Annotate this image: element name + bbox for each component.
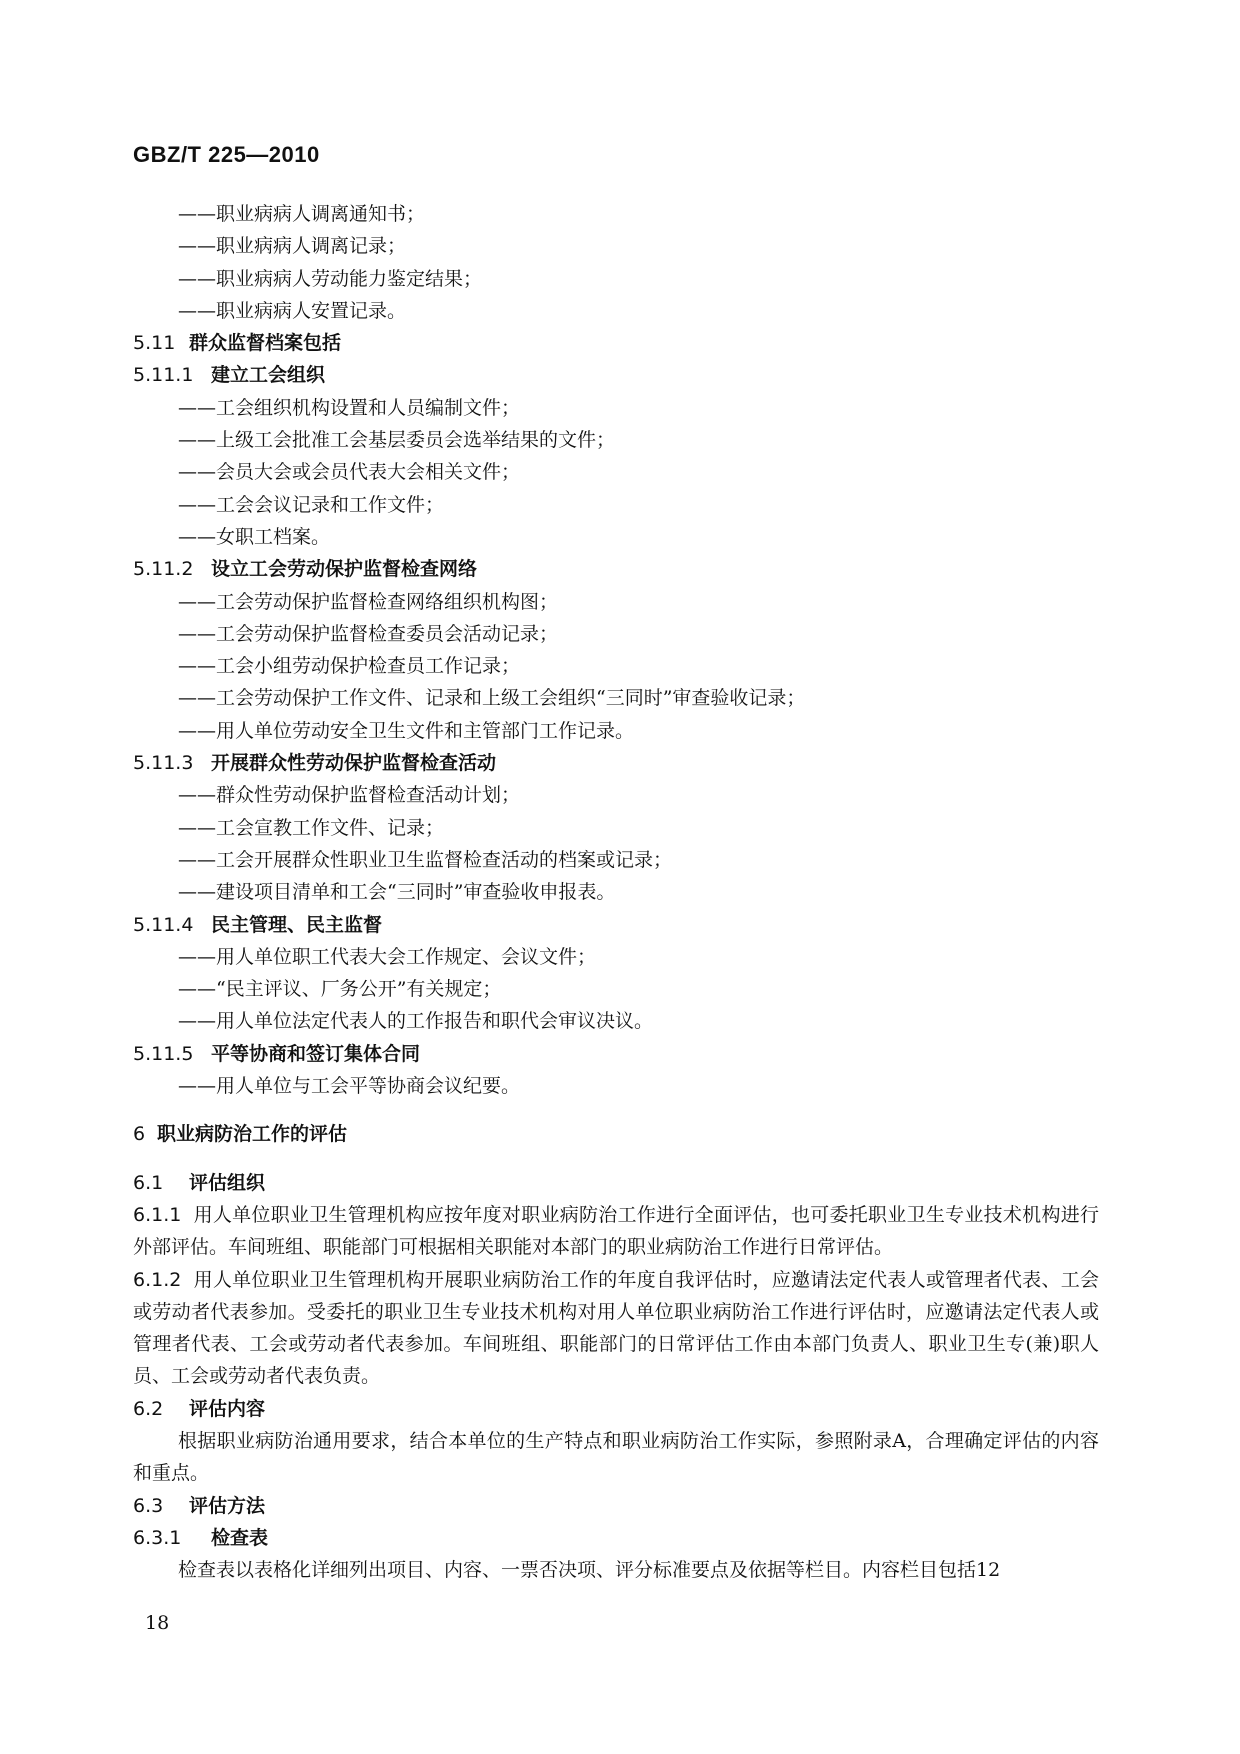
section-number: 6.3 xyxy=(133,1494,164,1517)
section-number: 5.11.3 xyxy=(133,752,194,775)
section-title: 群众监督档案包括 xyxy=(189,332,342,355)
clause-text: 用人单位职业卫生管理机构应按年度对职业病防治工作进行全面评估，也可委托职业卫生专业技术机构进行外部评估。车间班组、职能部门可根据相关职能对本部门的职业病防治工作进行日常评估。 xyxy=(133,1203,1099,1259)
section-heading-5-11-5 xyxy=(133,1038,1099,1070)
clause-6-1-1 xyxy=(133,1199,1099,1264)
list-item: ——工会会议记录和工作文件； xyxy=(178,493,445,516)
list-item: ——工会小组劳动保护检查员工作记录； xyxy=(178,655,521,678)
list-item: ——工会劳动保护工作文件、记录和上级工会组织“三同时”审查验收记录； xyxy=(178,687,806,710)
clause-6-1-2 xyxy=(133,1264,1099,1393)
clause-text: 用人单位职业卫生管理机构开展职业病防治工作的年度自我评估时，应邀请法定代表人或管理者代表、工会或劳动者代表参加。受委托的职业卫生专业技术机构对用人单位职业病防治工作进行评估时，应邀请法定代表人或管理者代表、工会或劳动者代表参加。车间班组、职能部门的日常评估工作由本部门负责人、职业卫生专(兼)职人员、工会或劳动者代表负责。 xyxy=(133,1268,1099,1388)
section-heading-6-3-1 xyxy=(133,1522,1099,1554)
section-number: 5.11.5 xyxy=(133,1042,194,1065)
section-number: 6.1 xyxy=(133,1171,164,1194)
section-title: 评估内容 xyxy=(189,1397,266,1420)
list-item: ——用人单位职工代表大会工作规定、会议文件； xyxy=(178,945,597,968)
chapter-heading-6 xyxy=(133,1118,1099,1150)
list-item: ——群众性劳动保护监督检查活动计划； xyxy=(178,784,521,807)
section-number: 5.11 xyxy=(133,332,176,355)
page-body xyxy=(133,198,1099,1586)
list-item: ——女职工档案。 xyxy=(178,525,331,548)
list-item: ——“民主评议、厂务公开”有关规定； xyxy=(178,978,502,1001)
list-item: ——工会组织机构设置和人员编制文件； xyxy=(178,396,521,419)
section-number: 6.3.1 xyxy=(133,1526,182,1549)
section-heading-6-1 xyxy=(133,1167,1099,1199)
standard-code: GBZ/T 225—2010 xyxy=(133,142,320,167)
section-number: 6 xyxy=(133,1123,146,1146)
list-item: ——职业病病人调离通知书； xyxy=(178,203,426,225)
section-title: 评估方法 xyxy=(189,1494,266,1517)
section-number: 5.11.4 xyxy=(133,913,194,936)
section-heading-6-3 xyxy=(133,1490,1099,1522)
clause-number: 6.1.1 xyxy=(133,1203,182,1226)
spacer xyxy=(133,1102,1099,1118)
list-item: ——职业病病人调离记录； xyxy=(178,235,407,258)
section-title: 民主管理、民主监督 xyxy=(211,913,383,936)
section-number: 5.11.1 xyxy=(133,364,194,387)
section-heading-6-2 xyxy=(133,1393,1099,1425)
section-title: 设立工会劳动保护监督检查网络 xyxy=(211,558,478,581)
list-item: ——用人单位法定代表人的工作报告和职代会审议决议。 xyxy=(178,1010,654,1033)
section-title: 开展群众性劳动保护监督检查活动 xyxy=(211,752,497,775)
list-item: ——工会宣教工作文件、记录； xyxy=(178,816,445,839)
list-item: ——职业病病人劳动能力鉴定结果； xyxy=(178,267,483,290)
page-number: 18 xyxy=(145,1612,170,1634)
section-heading-5-11-2 xyxy=(133,553,1099,585)
list-item: ——工会开展群众性职业卫生监督检查活动的档案或记录； xyxy=(178,848,673,871)
clause-6-3-1-text: 检查表以表格化详细列出项目、内容、一票否决项、评分标准要点及依据等栏目。内容栏目包括12 xyxy=(178,1559,1001,1582)
section-heading-5-11-4 xyxy=(133,909,1099,941)
section-title: 评估组织 xyxy=(189,1171,266,1194)
section-title: 平等协商和签订集体合同 xyxy=(211,1042,421,1065)
list-item: ——用人单位劳动安全卫生文件和主管部门工作记录。 xyxy=(178,719,635,742)
list-item: ——职业病病人安置记录。 xyxy=(178,299,407,322)
section-heading-5-11-1 xyxy=(133,359,1099,391)
spacer xyxy=(133,1151,1099,1167)
list-item: ——上级工会批准工会基层委员会选举结果的文件； xyxy=(178,429,616,452)
list-item: ——会员大会或会员代表大会相关文件； xyxy=(178,461,521,484)
list-item: ——工会劳动保护监督检查网络组织机构图； xyxy=(178,590,559,613)
clause-number: 6.1.2 xyxy=(133,1268,182,1291)
section-title: 建立工会组织 xyxy=(211,364,326,387)
section-title: 检查表 xyxy=(211,1526,269,1549)
section-number: 6.2 xyxy=(133,1397,164,1420)
list-item: ——用人单位与工会平等协商会议纪要。 xyxy=(178,1075,521,1098)
section-heading-5-11-3 xyxy=(133,747,1099,779)
section-heading-5-11 xyxy=(133,327,1099,359)
list-item: ——工会劳动保护监督检查委员会活动记录； xyxy=(178,622,559,645)
clause-6-2-text: 根据职业病防治通用要求，结合本单位的生产特点和职业病防治工作实际，参照附录A，合理确定评估的内容和重点。 xyxy=(133,1429,1099,1485)
section-title: 职业病防治工作的评估 xyxy=(157,1123,348,1146)
list-item: ——建设项目清单和工会“三同时”审查验收申报表。 xyxy=(178,881,616,904)
section-number: 5.11.2 xyxy=(133,558,194,581)
